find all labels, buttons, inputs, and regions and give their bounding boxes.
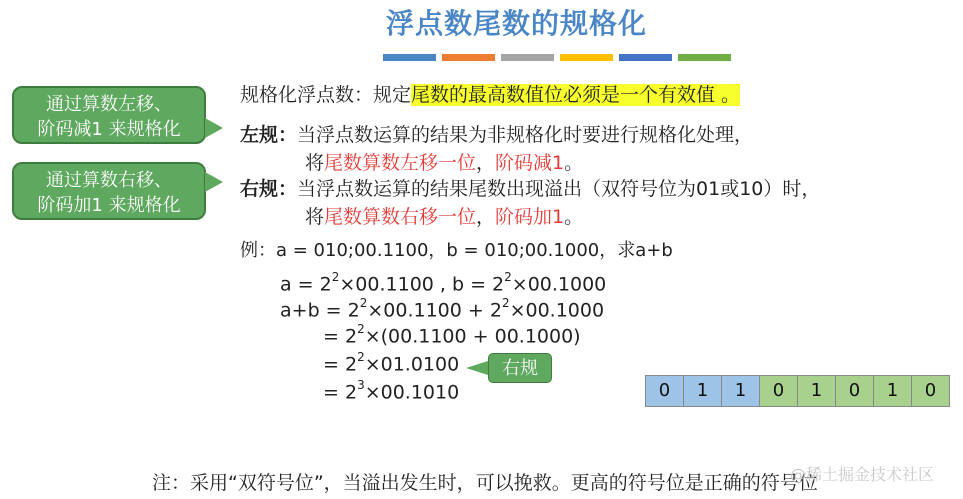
bit-cell: 0: [911, 375, 950, 407]
color-bar-segment: [501, 54, 554, 61]
bit-cell: 1: [873, 375, 912, 407]
example-row-5: = $2^3\times 00.1010$: [323, 378, 460, 404]
example-row-1: $a = 2^2\times 00.1100$ , $b = 2^2\times 00.1000$: [280, 270, 607, 296]
color-bar-segment: [442, 54, 495, 61]
bit-cell: 1: [797, 375, 836, 407]
page-title: 浮点数尾数的规格化: [385, 7, 647, 40]
callout-text: 阶码减1 来规格化: [37, 119, 181, 140]
badge-pointer: [466, 361, 488, 375]
color-bar-segment: [619, 54, 672, 61]
bit-cell: 0: [835, 375, 874, 407]
color-bar-segment: [678, 54, 731, 61]
left-shift-callout: [12, 86, 206, 144]
bit-cell: 0: [645, 375, 684, 407]
bit-cell: 0: [759, 375, 798, 407]
right-rule-line1: 右规：当浮点数运算的结果尾数出现溢出（双符号位为01或10）时，: [240, 178, 821, 200]
callout-text: 通过算数右移、: [46, 170, 172, 191]
example-row-2: $a+b = 2^2\times 00.1100 + 2^2\times 00.1000$: [280, 296, 605, 322]
watermark: @稀土掘金技术社区: [790, 465, 935, 484]
color-bar-segment: [560, 54, 613, 61]
right-normalize-badge: 右规: [488, 353, 552, 383]
bit-cell: 1: [683, 375, 722, 407]
color-bar-segment: [383, 54, 436, 61]
callout-pointer: [205, 172, 223, 192]
right-rule-line2: 将尾数算数右移一位，阶码加1。: [305, 206, 584, 228]
callout-pointer: [205, 118, 223, 138]
footnote: 注：采用“双符号位”，当溢出发生时，可以挽救。更高的符号位是正确的符号位: [152, 472, 818, 494]
left-rule-label: 左规：: [240, 124, 298, 146]
bit-cell: 1: [721, 375, 760, 407]
right-shift-callout: [12, 162, 206, 220]
definition-highlight: 尾数的最高数值位必须是一个有效值 。: [411, 84, 741, 106]
callout-text: 通过算数左移、: [46, 94, 172, 115]
example-intro: 例：a = 010;00.1100，b = 010;00.1000，求a+b: [240, 240, 673, 261]
example-row-4: = $2^2\times 01.0100$: [323, 350, 460, 376]
bit-register: [646, 375, 950, 407]
example-row-3: = $2^2\times(00.1100 + 00.1000)$: [323, 322, 581, 348]
left-rule-line2: 将尾数算数左移一位，阶码减1。: [305, 152, 584, 174]
callout-text: 阶码加1 来规格化: [37, 195, 181, 216]
definition-line: 规格化浮点数：规定尾数的最高数值位必须是一个有效值 。: [240, 84, 741, 106]
left-rule-line1: 左规：当浮点数运算的结果为非规格化时要进行规格化处理，: [240, 124, 754, 146]
right-rule-label: 右规：: [240, 178, 298, 200]
